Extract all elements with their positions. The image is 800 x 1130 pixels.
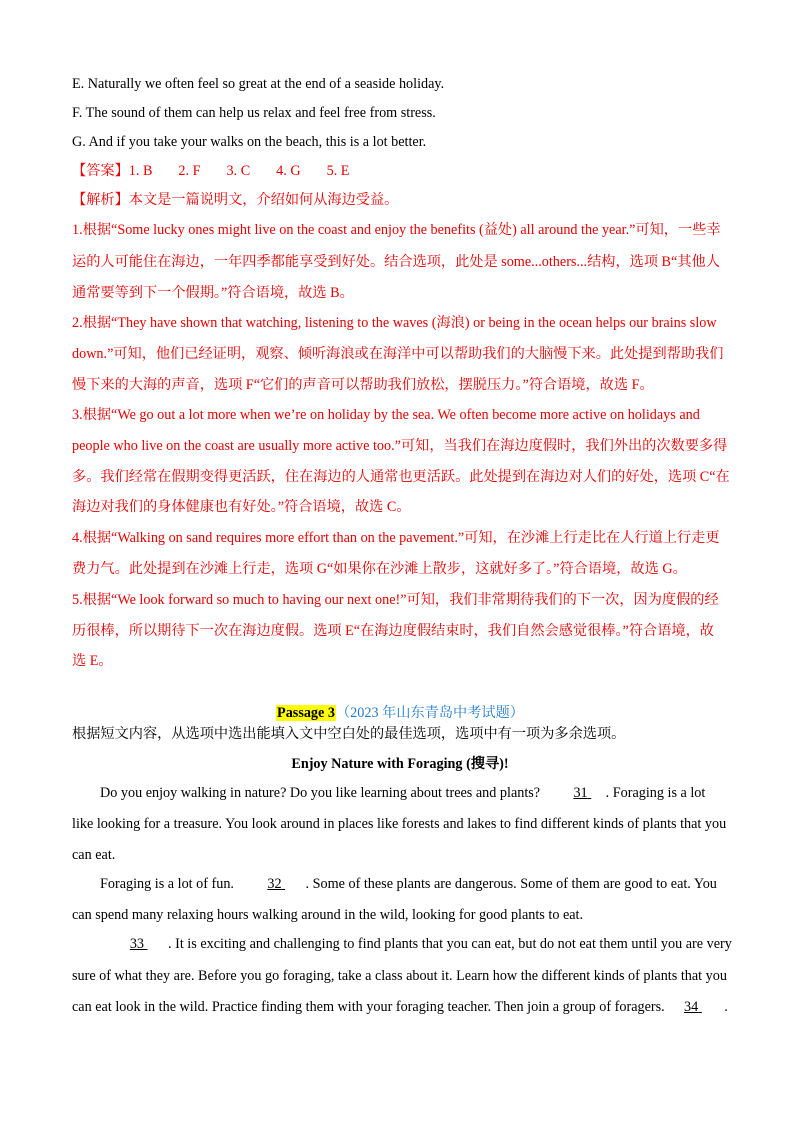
analysis-line: 2.根据“They have shown that watching, listening to the waves (海浪) or being in the ocean helps our brains slow	[72, 315, 717, 331]
blank-underline	[144, 934, 168, 954]
analysis-line: 4.根据“Walking on sand requires more effort than on the pavement.”可知，在沙滩上行走比在人行道上行走更	[72, 530, 720, 546]
analysis-line: 慢下来的大海的声音，选项 F“它们的声音可以帮助我们放松，摆脱压力。”符合语境，故选 F。	[72, 377, 654, 393]
analysis-line: 通常要等到下一个假期。”符合语境，故选 B。	[72, 285, 354, 301]
answer-item: 1. B	[128, 163, 153, 179]
blank-32: 32	[267, 876, 282, 892]
option-f: F. The sound of them can help us relax and feel free from stress.	[72, 105, 436, 121]
text-span: can eat look in the wild. Practice finding them with your foraging teacher. Then join a group of foragers.	[72, 999, 669, 1015]
analysis-line: 费力气。此处提到在沙滩上行走，选项 G“如果你在沙滩上散步，这就好多了。”符合语境，故选 G。	[72, 561, 687, 577]
analysis-line: people who live on the coast are usually more active too.”可知，当我们在海边度假时，我们外出的次数要多得	[72, 438, 728, 454]
paragraph-3-line	[100, 934, 730, 954]
paragraph-2-line: can spend many relaxing hours walking around in the wild, looking for good plants to eat.	[72, 907, 584, 923]
analysis-intro: 【解析】本文是一篇说明文，介绍如何从海边受益。	[72, 192, 399, 208]
passage-title: Enjoy Nature with Foraging (搜寻)!	[291, 756, 509, 772]
blank-34: 34	[684, 999, 699, 1015]
answer-label: 【答案】	[72, 163, 129, 179]
blank-underline	[698, 997, 724, 1017]
blank-underline	[282, 874, 306, 894]
text-span: Do you enjoy walking in nature? Do you like learning about trees and plants?	[100, 785, 544, 801]
paragraph-1-line: can eat.	[72, 847, 116, 863]
analysis-line: 选 E。	[72, 653, 113, 669]
paragraph-3-line: sure of what they are. Before you go foraging, take a class about it. Learn how the different kinds of plants that you	[72, 968, 727, 984]
text-span: .	[724, 999, 728, 1015]
analysis-line: down.”可知，他们已经证明，观察、倾听海浪或在海洋中可以帮助我们的大脑慢下来。此处提到帮助我们	[72, 346, 724, 362]
analysis-line: 运的人可能住在海边，一年四季都能享受到好处。结合选项，此处是 some...others...结构，选项 B“其他人	[72, 254, 720, 270]
passage-label: Passage 3	[277, 705, 335, 721]
option-g: G. And if you take your walks on the beach, this is a lot better.	[72, 134, 427, 150]
analysis-line: 海边对我们的身体健康也有好处。”符合语境，故选 C。	[72, 499, 411, 515]
passage-instruction: 根据短文内容，从选项中选出能填入文中空白处的最佳选项，选项中有一项为多余选项。	[72, 726, 626, 742]
blank-31: 31	[573, 785, 588, 801]
answer-line	[72, 161, 732, 181]
blank-underline	[588, 783, 606, 803]
passage-source: （2023 年山东青岛中考试题）	[335, 705, 524, 721]
answer-item: 4. G	[276, 163, 301, 179]
paragraph-1-line	[100, 783, 730, 803]
text-span: Foraging is a lot of fun.	[100, 876, 238, 892]
paragraph-1-line: like looking for a treasure. You look around in places like forests and lakes to find different kinds of plants that you	[72, 816, 727, 832]
analysis-line: 1.根据“Some lucky ones might live on the coast and enjoy the benefits (益处) all around the year.”可知，一些幸	[72, 222, 721, 238]
analysis-line: 5.根据“We look forward so much to having our next one!”可知，我们非常期待我们的下一次，因为度假的经	[72, 592, 719, 608]
answer-item: 3. C	[226, 163, 251, 179]
text-span: . Foraging is a lot	[605, 785, 706, 801]
text-span: . Some of these plants are dangerous. Some of them are good to eat. You	[305, 876, 717, 892]
paragraph-2-line	[100, 874, 730, 894]
analysis-line: 多。我们经常在假期变得更活跃，住在海边的人通常也更活跃。此处提到在海边对人们的好处，选项 C“在	[72, 469, 730, 485]
paragraph-3-line	[72, 997, 732, 1017]
option-e: E. Naturally we often feel so great at the end of a seaside holiday.	[72, 76, 445, 92]
passage-heading	[0, 703, 800, 723]
text-span: . It is exciting and challenging to find plants that you can eat, but do not eat them until you are very	[168, 936, 732, 952]
analysis-line: 历很棒，所以期待下一次在海边度假。选项 E“在海边度假结束时，我们自然会感觉很棒。”符合语境，故	[72, 623, 714, 639]
answer-item: 2. F	[178, 163, 201, 179]
blank-33: 33	[129, 936, 144, 952]
answer-item: 5. E	[326, 163, 350, 179]
analysis-line: 3.根据“We go out a lot more when we’re on holiday by the sea. We often become more active on holidays and	[72, 407, 700, 423]
